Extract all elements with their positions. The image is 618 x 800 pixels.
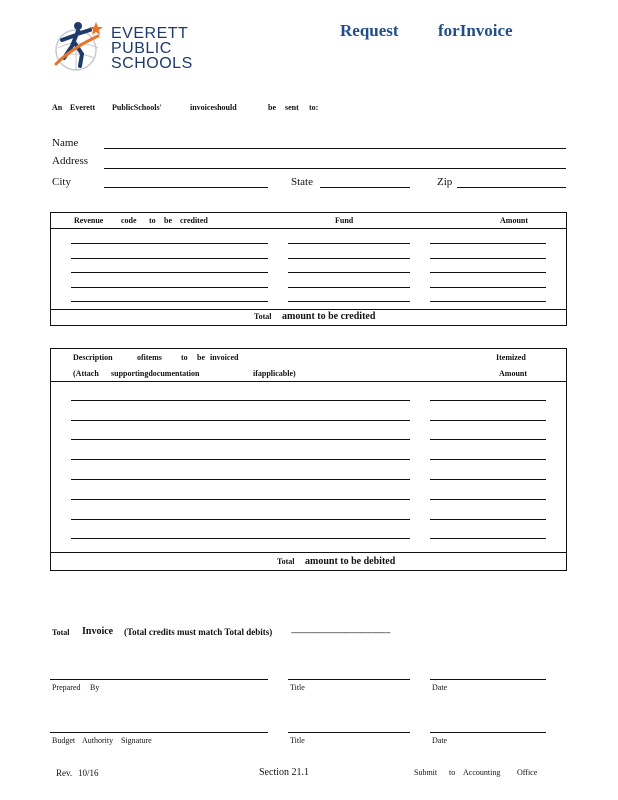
city-label: City — [52, 176, 71, 188]
debit-total-text: amount to be debited — [305, 556, 396, 567]
credit-revenue-line[interactable] — [71, 258, 268, 259]
credit-revenue-line[interactable] — [71, 287, 268, 288]
zip-label: Zip — [437, 176, 453, 188]
credit-col-revenue-w5: credited — [180, 216, 208, 225]
footer-rev: Rev. — [56, 768, 73, 778]
debit-amount-line[interactable] — [430, 538, 546, 539]
debit-col-itemized: Itemized — [496, 353, 526, 362]
address-label: Address — [52, 155, 89, 167]
logo-figure-icon — [52, 18, 110, 72]
credit-amount-line[interactable] — [430, 258, 546, 259]
footer-accounting: Accounting — [463, 768, 501, 777]
district-logo — [52, 16, 202, 72]
debit-desc-w3: to — [181, 353, 188, 362]
credit-fund-line[interactable] — [288, 258, 410, 259]
credit-amount-line[interactable] — [430, 287, 546, 288]
title-field-2[interactable] — [288, 732, 410, 733]
by-label: By — [90, 683, 100, 692]
authority-label: Authority — [82, 736, 114, 745]
total-invoice-dashes: ------------------------------------------------ — [291, 628, 391, 637]
debit-desc-line[interactable] — [71, 499, 410, 500]
logo-line-1: EVERETT — [111, 25, 189, 42]
credit-amount-line[interactable] — [430, 243, 546, 244]
total-invoice-w2: Invoice — [82, 626, 114, 637]
debit-desc-line[interactable] — [71, 519, 410, 520]
footer-to: to — [449, 768, 456, 777]
total-invoice-w1: Total — [52, 628, 70, 637]
send-to-w5: be — [268, 103, 276, 112]
credit-amount-line[interactable] — [430, 301, 546, 302]
zip-field[interactable] — [457, 187, 566, 188]
debit-attach-w1: (Attach — [73, 369, 99, 378]
credit-fund-line[interactable] — [288, 272, 410, 273]
debit-amount-line[interactable] — [430, 479, 546, 480]
credit-amount-line[interactable] — [430, 272, 546, 273]
date-field-1[interactable] — [430, 679, 546, 680]
send-to-w1: An — [52, 103, 63, 112]
total-invoice-note: (Total credits must match Total debits) — [124, 627, 273, 637]
budget-signature-field[interactable] — [50, 732, 268, 733]
debit-amount-line[interactable] — [430, 439, 546, 440]
prepared-by-field[interactable] — [50, 679, 268, 680]
footer-rev-number: 10/16 — [78, 768, 99, 778]
debit-desc-line[interactable] — [71, 538, 410, 539]
budget-label: Budget — [52, 736, 76, 745]
debit-amount-line[interactable] — [430, 519, 546, 520]
city-field[interactable] — [104, 187, 268, 188]
page-title-word-2: forInvoice — [438, 21, 513, 40]
credit-total-divider — [50, 309, 567, 310]
credit-revenue-line[interactable] — [71, 272, 268, 273]
page-title-word-1: Request — [340, 21, 399, 40]
title-label-1: Title — [290, 683, 305, 692]
date-field-2[interactable] — [430, 732, 546, 733]
debit-desc-w2: ofitems — [137, 353, 162, 362]
debit-total-label: Total — [277, 557, 295, 566]
credit-fund-line[interactable] — [288, 287, 410, 288]
send-to-w2: Everett — [70, 103, 96, 112]
name-label: Name — [52, 137, 79, 149]
credit-header-divider — [50, 228, 567, 229]
credit-col-fund: Fund — [335, 216, 354, 225]
debit-amount-line[interactable] — [430, 420, 546, 421]
debit-attach-w3: ifapplicable) — [253, 369, 296, 378]
credit-col-revenue-w3: to — [149, 216, 156, 225]
signature-label: Signature — [121, 736, 152, 745]
credit-col-revenue-w2: code — [121, 216, 137, 225]
send-to-w7: to: — [309, 103, 319, 112]
debit-desc-w5: invoiced — [210, 353, 239, 362]
debit-amount-line[interactable] — [430, 499, 546, 500]
debit-total-divider — [50, 552, 567, 553]
date-label-2: Date — [432, 736, 448, 745]
debit-desc-line[interactable] — [71, 459, 410, 460]
credit-col-revenue-w4: be — [164, 216, 172, 225]
title-field-1[interactable] — [288, 679, 410, 680]
send-to-w6: sent — [285, 103, 299, 112]
credit-total-text: amount to be credited — [282, 311, 376, 322]
footer-submit: Submit — [414, 768, 438, 777]
date-label-1: Date — [432, 683, 448, 692]
credit-revenue-line[interactable] — [71, 301, 268, 302]
title-label-2: Title — [290, 736, 305, 745]
footer-section: Section 21.1 — [259, 767, 309, 778]
credit-fund-line[interactable] — [288, 301, 410, 302]
credit-col-amount: Amount — [500, 216, 529, 225]
debit-desc-w4: be — [197, 353, 205, 362]
debit-desc-w1: Description — [73, 353, 113, 362]
debit-desc-line[interactable] — [71, 479, 410, 480]
send-to-w3: PublicSchools' — [112, 103, 162, 112]
debit-header-divider — [50, 381, 567, 382]
debit-amount-line[interactable] — [430, 459, 546, 460]
send-to-w4: invoiceshould — [190, 103, 237, 112]
logo-line-2: PUBLIC — [111, 40, 172, 57]
credit-total-label: Total — [254, 312, 272, 321]
debit-attach-w2: supportingdocumentation — [111, 369, 200, 378]
debit-desc-line[interactable] — [71, 400, 410, 401]
credit-fund-line[interactable] — [288, 243, 410, 244]
debit-col-amount: Amount — [499, 369, 528, 378]
name-field[interactable] — [104, 148, 566, 149]
debit-amount-line[interactable] — [430, 400, 546, 401]
credit-col-revenue-w1: Revenue — [74, 216, 104, 225]
address-field[interactable] — [104, 168, 566, 169]
credit-revenue-line[interactable] — [71, 243, 268, 244]
footer-office: Office — [517, 768, 538, 777]
prepared-label: Prepared — [52, 683, 81, 692]
logo-line-3: SCHOOLS — [111, 55, 193, 72]
debit-desc-line[interactable] — [71, 439, 410, 440]
state-label: State — [291, 176, 313, 188]
debit-desc-line[interactable] — [71, 420, 410, 421]
state-field[interactable] — [320, 187, 410, 188]
